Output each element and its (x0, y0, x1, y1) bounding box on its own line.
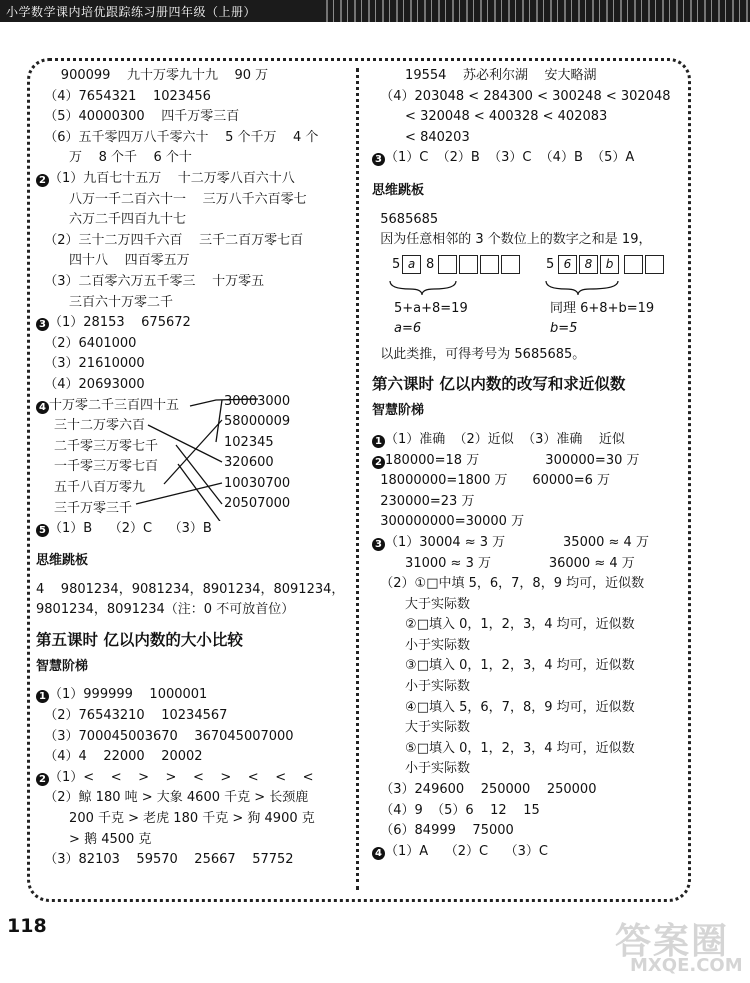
line: （6）84999 75000 (372, 823, 514, 839)
question-number-badge: 3 (36, 318, 49, 331)
line: （3）249600 250000 250000 (372, 782, 597, 798)
match-right-item: 320600 (224, 454, 274, 470)
match-right-item: 102345 (224, 434, 274, 450)
empty-box (645, 255, 664, 274)
empty-box (501, 255, 520, 274)
line: 9801234，8091234（注：0 不可放首位） (36, 602, 295, 618)
line: 230000=23 万 (372, 493, 475, 509)
empty-box (459, 255, 478, 274)
line: （1）九百七十五万 十二万零八百六十八 (49, 170, 295, 186)
line: （3）二百零六万五千零三 十万零五 (36, 273, 265, 289)
lesson-title: 第六课时 亿以内数的改写和求近似数 (372, 375, 626, 394)
line: （2）76543210 10234567 (36, 708, 228, 724)
line: （2）三十二万四千六百 三千二百万零七百 (36, 232, 304, 248)
page-number: 118 (7, 915, 47, 937)
line: < 320048 < 400328 < 402083 (372, 109, 608, 125)
line: （1）准确 （2）近似 （3）准确 近似 (385, 431, 625, 447)
equation: b=5 (550, 320, 578, 336)
line: （3）82103 59570 25667 57752 (36, 852, 294, 868)
line: < 840203 (372, 129, 470, 145)
line: （2）鲸 180 吨 > 大象 4600 千克 > 长颈鹿 (36, 790, 309, 806)
line: （2）①□中填 5，6，7，8，9 均可，近似数 (372, 576, 645, 592)
line: ⑤□填入 0，1，2，3，4 均可，近似数 (372, 740, 635, 756)
line: （4）4 22000 20002 (36, 749, 203, 765)
digit-label: 5 (546, 256, 555, 272)
equation: 5+a+8=19 (394, 300, 468, 316)
watermark-logo (590, 905, 750, 983)
line: ④□填入 5，6，7，8，9 均可，近似数 (372, 699, 635, 715)
match-right-item: 30003000 (224, 393, 291, 409)
question-number-badge: 2 (36, 174, 49, 187)
header-bar (0, 0, 750, 22)
line: 大于实际数 (372, 720, 471, 736)
question-number-badge: 4 (36, 401, 49, 414)
digit-label: 5 (392, 256, 401, 272)
line: （1）A （2）C （3）C (385, 843, 548, 859)
question-number-badge: 3 (372, 538, 385, 551)
line: （3）21610000 (36, 356, 145, 372)
section-heading: 思维跳板 (372, 182, 425, 198)
line: 以此类推，可得考号为 5685685。 (372, 346, 586, 362)
empty-box (480, 255, 499, 274)
line: 200 千克 > 老虎 180 千克 > 狗 4900 克 (36, 811, 315, 827)
line: 小于实际数 (372, 637, 471, 653)
line: 900099 九十万零九十九 90 万 (36, 68, 269, 83)
line: 大于实际数 (372, 596, 471, 612)
line: （3）700045003670 367045007000 (36, 728, 294, 744)
match-left-item: 二千零三万零七千 (54, 438, 159, 454)
match-left-item: 一千零三万零七百 (54, 459, 159, 475)
digit-box-8: 8 (579, 255, 598, 274)
line: 31000 ≈ 3 万 36000 ≈ 4 万 (372, 555, 635, 571)
line: （4）7654321 1023456 (36, 88, 211, 104)
line: 5685685 (372, 211, 439, 227)
empty-box (438, 255, 457, 274)
column-divider (356, 68, 359, 890)
digit-box-a: a (402, 255, 421, 274)
digit-label: 8 (426, 256, 435, 272)
match-right-item: 20507000 (224, 495, 291, 511)
line: 18000000=1800 万 60000=6 万 (372, 473, 610, 489)
line: ③□填入 0，1，2，3，4 均可，近似数 (372, 658, 635, 674)
question-number-badge: 2 (372, 456, 385, 469)
watermark-url: MXQE.COM (630, 955, 743, 976)
question-number-badge: 2 (36, 773, 49, 786)
line: （4）9 （5）6 12 15 (372, 802, 540, 818)
match-left-item: 十万零二千三百四十五 (49, 397, 180, 413)
line: （1）< < > > < > < < < (49, 769, 314, 785)
line: 因为任意相邻的 3 个数位上的数字之和是 19， (372, 232, 652, 248)
line: 四十八 四百零五万 (36, 253, 190, 269)
section-heading: 智慧阶梯 (36, 658, 89, 674)
question-number-badge: 5 (36, 524, 49, 537)
right-column (372, 66, 678, 862)
question-number-badge: 1 (372, 435, 385, 448)
empty-box (624, 255, 643, 274)
line: 4 9801234，9081234，8901234，8091234， (36, 581, 345, 597)
line: 小于实际数 (372, 761, 471, 777)
equation: 同理 6+8+b=19 (550, 300, 655, 316)
equation: a=6 (394, 320, 422, 336)
line: （4）203048 < 284300 < 300248 < 302048 (372, 88, 671, 104)
match-right-item: 58000009 (224, 413, 291, 429)
left-column (36, 66, 350, 871)
line: > 鹅 4500 克 (36, 831, 152, 847)
digit-box-6: 6 (558, 255, 577, 274)
match-left-item: 五千八百万零九 (54, 479, 146, 495)
line: （2）6401000 (36, 335, 137, 351)
section-heading: 思维跳板 (36, 553, 89, 569)
line: （5）40000300 四千万零三百 (36, 109, 240, 125)
line: 六万二千四百九十七 (36, 212, 187, 228)
digit-box-b: b (600, 255, 619, 274)
line: 180000=18 万 300000=30 万 (385, 452, 640, 468)
match-left-item: 三十二万零六百 (54, 418, 146, 434)
line: 19554 苏必利尔湖 安大略湖 (372, 68, 597, 83)
line: （1）30004 ≈ 3 万 35000 ≈ 4 万 (385, 534, 649, 550)
matching-exercise (36, 393, 346, 521)
watermark-text: 答案圈 (615, 921, 730, 962)
book-title: 小学数学课内培优跟踪练习册四年级（上册） (6, 5, 257, 19)
line: （1）C （2）B （3）C （4）B （5）A (385, 150, 635, 166)
line: （1）B （2）C （3）B (49, 520, 212, 536)
line: 万 8 个千 6 个十 (36, 150, 192, 166)
line: ②□填入 0，1，2，3，4 均可，近似数 (372, 617, 635, 633)
question-number-badge: 3 (372, 153, 385, 166)
line: 300000000=30000 万 (372, 514, 525, 530)
match-left-item: 三千万零三千 (54, 500, 133, 516)
question-number-badge: 1 (36, 690, 49, 703)
line: 三百六十万零二千 (36, 294, 174, 310)
digit-box-diagram (372, 251, 672, 339)
match-right-item: 10030700 (224, 475, 291, 491)
line: 八万一千二百六十一 三万八千六百零七 (36, 191, 307, 207)
line: （1）28153 675672 (49, 315, 191, 331)
line: （4）20693000 (36, 376, 145, 392)
line: 小于实际数 (372, 679, 471, 695)
lesson-title: 第五课时 亿以内数的大小比较 (36, 630, 243, 649)
question-number-badge: 4 (372, 847, 385, 860)
header-pattern (320, 0, 750, 22)
line: （1）999999 1000001 (49, 687, 208, 703)
section-heading: 智慧阶梯 (372, 403, 425, 419)
line: （6）五千零四万八千零六十 5 个千万 4 个 (36, 129, 319, 145)
